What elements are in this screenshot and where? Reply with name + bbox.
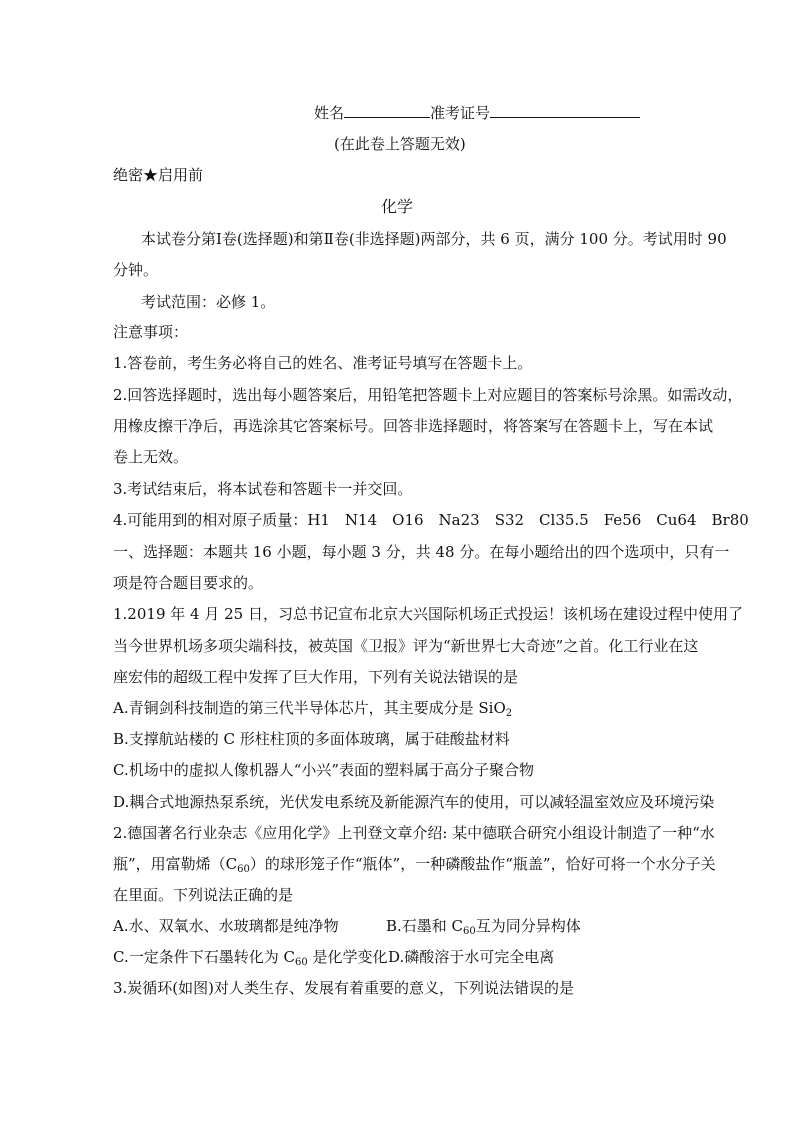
exam-scope: 考试范围：必修 1。 <box>141 293 276 311</box>
note-1: 1.答卷前，考生务必将自己的姓名、准考证号填写在答题卡上。 <box>113 354 533 372</box>
name-label: 姓名 <box>314 104 345 122</box>
subject-title: 化学 <box>380 197 413 216</box>
q1-stem-line-1: 1.2019 年 4 月 25 日，习总书记宣布北京大兴国际机场正式投运！该机场在建设过程中使用了 <box>113 605 743 623</box>
q1-option-a <box>113 698 512 718</box>
q2-option-b-subscript: 60 <box>463 926 476 937</box>
intro-line-2: 分钟。 <box>113 261 159 279</box>
q2-stem-line-2 <box>113 854 716 874</box>
q2-option-c-post: 是化学变化 <box>307 948 388 966</box>
note-2-line-3: 卷上无效。 <box>113 448 189 466</box>
q2-stem-line-1: 2.德国著名行业杂志《应用化学》上刊登文章介绍: 某中德联合研究小组设计制造了一种“水 <box>113 824 715 842</box>
q2-option-d: D.磷酸溶于水可完全电离 <box>388 948 555 966</box>
q2-option-b-post: 互为同分异构体 <box>475 917 581 935</box>
section-heading-line-1: 一、选择题：本题共 16 小题，每小题 3 分，共 48 分。在每小题给出的四个选项中，只有一 <box>113 543 730 561</box>
q2-line-2-subscript: 60 <box>237 864 250 875</box>
q1-option-b: B.支撑航站楼的 C 形柱柱顶的多面体玻璃，属于硅酸盐材料 <box>113 730 510 748</box>
q1-option-c: C.机场中的虚拟人像机器人“小兴”表面的塑料属于高分子聚合物 <box>113 761 535 779</box>
section-heading-line-2: 项是符合题目要求的。 <box>113 574 264 592</box>
q1-option-a-subscript: 2 <box>505 708 513 719</box>
note-2-line-1: 2.回答选择题时，选出每小题答案后，用铅笔把答题卡上对应题目的答案标号涂黑。如需改动， <box>113 386 743 404</box>
id-label: 准考证号 <box>430 104 491 122</box>
invalid-note: (在此卷上答题无效) <box>334 135 466 153</box>
q1-stem-line-2: 当今世界机场多项尖端科技，被英国《卫报》评为“新世界七大奇迹”之首。化工行业在这 <box>113 637 699 655</box>
q2-option-b <box>386 916 581 936</box>
id-blank <box>490 103 640 118</box>
q2-option-c-subscript: 60 <box>294 957 308 968</box>
q3-stem-line-1: 3.炭循环(如图)对人类生存、发展有着重要的意义，下列说法错误的是 <box>113 979 575 997</box>
notes-title: 注意事项： <box>113 323 189 341</box>
note-3: 3.考试结束后，将本试卷和答题卡一并交回。 <box>113 480 413 498</box>
intro-line-1: 本试卷分第Ⅰ卷(选择题)和第Ⅱ卷(非选择题)两部分，共 6 页，满分 100 分。考试用时 90 <box>141 230 727 248</box>
secret-mark: 绝密★启用前 <box>113 166 204 184</box>
note-4-atomic-masses: 4.可能用到的相对原子质量：H1 N14 O16 Na23 S32 Cl35.5 Fe56 Cu64 Br80 <box>113 511 749 529</box>
name-blank <box>344 103 430 118</box>
q2-option-c-pre: C.一定条件下石墨转化为 C <box>113 948 295 966</box>
q2-option-b-pre: B.石墨和 C <box>386 917 464 935</box>
q2-stem-line-3: 在里面。下列说法正确的是 <box>113 886 294 904</box>
q1-option-a-text: A.青铜剑科技制造的第三代半导体芯片，其主要成分是 SiO <box>113 699 506 717</box>
q2-option-c <box>113 947 387 967</box>
q1-option-d: D.耦合式地源热泵系统，光伏发电系统及新能源汽车的使用，可以减轻温室效应及环境污染 <box>113 793 715 811</box>
note-2-line-2: 用橡皮擦干净后，再选涂其它答案标号。回答非选择题时，将答案写在答题卡上，写在本试 <box>113 417 714 435</box>
q2-option-a: A.水、双氧水、水玻璃都是纯净物 <box>113 917 339 935</box>
q1-stem-line-3: 座宏伟的超级工程中发挥了巨大作用，下列有关说法错误的是 <box>113 668 519 686</box>
candidate-info-line <box>314 103 640 123</box>
q2-line-2-post: ）的球形笼子作“瓶体”，一种磷酸盐作“瓶盖”，恰好可将一个水分子关 <box>249 855 716 873</box>
q2-line-2-pre: 瓶”，用富勒烯（C <box>113 855 238 873</box>
